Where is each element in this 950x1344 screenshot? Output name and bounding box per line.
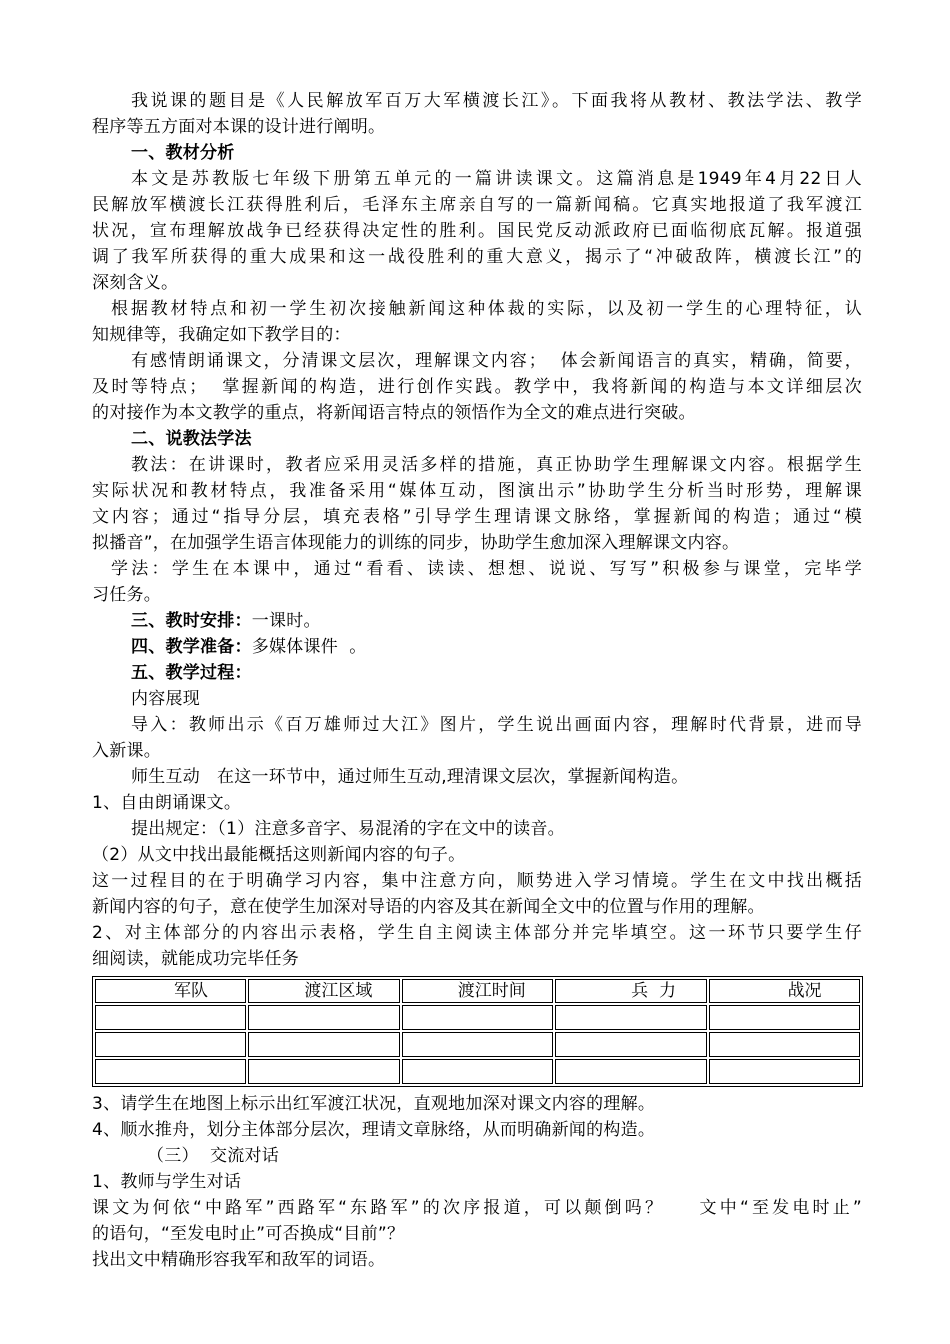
interaction-line: 师生互动 在这一环节中，通过师生互动,理清课文层次，掌握新闻构造。 [131, 767, 689, 787]
table-cell [555, 1032, 706, 1057]
s2-p2-line: 学法：学生在本课中，通过“看看、读读、想想、说说、写写”积极参与课堂，完毕学 [111, 559, 862, 579]
question-line: 的语句，“至发电时止”可否换成“目前”？ [92, 1224, 405, 1244]
s1-p3-line: 的对接作为本文教学的重点，将新闻语言特点的领悟作为全文的难点进行突破。 [92, 403, 696, 423]
table-cell [709, 1059, 860, 1084]
item-2-line: 细阅读，就能成功完毕任务 [92, 949, 299, 969]
intro-line-1: 我说课的题目是《人民解放军百万大军横渡长江》。下面我将从教材、教法学法、教学 [131, 91, 862, 111]
table-header-time: 渡江时间 [402, 979, 553, 1003]
s1-p1-line: 民解放军横渡长江获得胜利后，毛泽东主席亲自写的一篇新闻稿。它真实地报道了我军渡江 [92, 195, 862, 215]
table-header-force: 兵 力 [555, 979, 706, 1003]
item-3: 3、请学生在地图上标示出红军渡江状况，直观地加深对课文内容的理解。 [92, 1094, 656, 1114]
table-cell [248, 1032, 399, 1057]
s2-p1-line: 文内容；通过“指导分层，填充表格”引导学生理请课文脉络，掌握新闻的构造；通过“模 [92, 507, 862, 527]
table-header-area: 渡江区域 [248, 979, 399, 1003]
table-cell [248, 1005, 399, 1030]
table-cell [402, 1032, 553, 1057]
section-3 [92, 608, 862, 634]
section-4-heading: 四、教学准备： [131, 637, 252, 657]
table-cell [248, 1059, 399, 1084]
section-4 [92, 634, 862, 660]
document-page [92, 88, 862, 1273]
fill-in-table [92, 976, 863, 1087]
intro-step-line: 导入：教师出示《百万雄师过大江》图片，学生说出画面内容，理解时代背景，进而导 [131, 715, 862, 735]
s1-p3-line: 有感情朗诵课文，分清课文层次，理解课文内容； 体会新闻语言的真实，精确，简要， [131, 351, 862, 371]
table-header-result: 战况 [709, 979, 860, 1003]
s1-p1-line: 本文是苏教版七年级下册第五单元的一篇讲读课文。这篇消息是1949年4月22日人 [131, 169, 862, 189]
table-cell [709, 1032, 860, 1057]
section-2-heading-text: 二、说教法学法 [131, 429, 252, 449]
table-header-army: 军队 [95, 979, 246, 1003]
table-header-row [95, 979, 860, 1003]
section-4-text: 多媒体课件 。 [251, 637, 367, 657]
table-cell [95, 1005, 246, 1030]
section-3-text: 一课时。 [251, 611, 321, 631]
question-line: 找出文中精确形容我军和敌军的词语。 [92, 1250, 386, 1270]
question-line: 课文为何依“中路军”西路军“东路军”的次序报道，可以颠倒吗？ 文中“至发电时止” [92, 1198, 862, 1218]
s1-p1-line: 深刻含义。 [92, 273, 179, 293]
intro-step-line: 入新课。 [92, 741, 161, 761]
table-cell [402, 1005, 553, 1030]
section-3-heading: 三、教时安排： [131, 611, 252, 631]
item-2-line: 2、对主体部分的内容出示表格，学生自主阅读主体部分并完毕填空。这一环节只要学生仔 [92, 923, 862, 943]
table-cell [555, 1059, 706, 1084]
content-show: 内容展现 [131, 689, 200, 709]
s1-p3-line: 及时等特点； 掌握新闻的构造，进行创作实践。教学中，我将新闻的构造与本文详细层次 [92, 377, 862, 397]
item-4: 4、顺水推舟，划分主体部分层次，理请文章脉络，从而明确新闻的构造。 [92, 1120, 656, 1140]
s1-p2-line: 根据教材特点和初一学生初次接触新闻这种体裁的实际，以及初一学生的心理特征，认 [111, 299, 862, 319]
s2-p2-line: 习任务。 [92, 585, 161, 605]
section-1-heading-text: 一、教材分析 [131, 143, 235, 163]
section-2-heading [92, 426, 862, 452]
table-cell [555, 1005, 706, 1030]
subsection-3: （三） 交流对话 [147, 1146, 280, 1166]
section-1-heading [92, 140, 862, 166]
table-cell [95, 1032, 246, 1057]
requirement-1: 提出规定：（1）注意多音字、易混淆的字在文中的读音。 [131, 819, 565, 839]
section-5-heading [92, 660, 862, 686]
table-cell [709, 1005, 860, 1030]
s1-p1-line: 状况，宣布理解放战争已经获得决定性的胜利。国民党反动派政府已面临彻底瓦解。报道强 [92, 221, 862, 241]
table-row [95, 1005, 860, 1030]
purpose-line: 新闻内容的句子，意在使学生加深对导语的内容及其在新闻全文中的位置与作用的理解。 [92, 897, 765, 917]
table-row [95, 1059, 860, 1084]
table-cell [95, 1059, 246, 1084]
requirement-2: （2）从文中找出最能概括这则新闻内容的句子。 [92, 845, 466, 865]
section-5-heading-text: 五、教学过程： [131, 663, 252, 683]
intro-line-2: 程序等五方面对本课的设计进行阐明。 [92, 117, 386, 137]
s2-p1-line: 教法：在讲课时，教者应采用灵活多样的措施，真正协助学生理解课文内容。根据学生 [131, 455, 862, 475]
s2-p1-line: 实际状况和教材特点，我准备采用“媒体互动，图演出示”协助学生分析当时形势，理解课 [92, 481, 862, 501]
table-cell [402, 1059, 553, 1084]
table-row [95, 1032, 860, 1057]
purpose-line: 这一过程目的在于明确学习内容，集中注意方向，顺势进入学习情境。学生在文中找出概括 [92, 871, 862, 891]
s1-p1-line: 调了我军所获得的重大成果和这一战役胜利的重大意义，揭示了“冲破敌阵，横渡长江”的 [92, 247, 862, 267]
s2-p1-line: 拟播音”，在加强学生语言体现能力的训练的同步，协助学生愈加深入理解课文内容。 [92, 533, 740, 553]
item-1: 1、自由朗诵课文。 [92, 793, 242, 813]
s1-p2-line: 知规律等，我确定如下教学目的： [92, 325, 351, 345]
dialog-1: 1、教师与学生对话 [92, 1172, 242, 1192]
